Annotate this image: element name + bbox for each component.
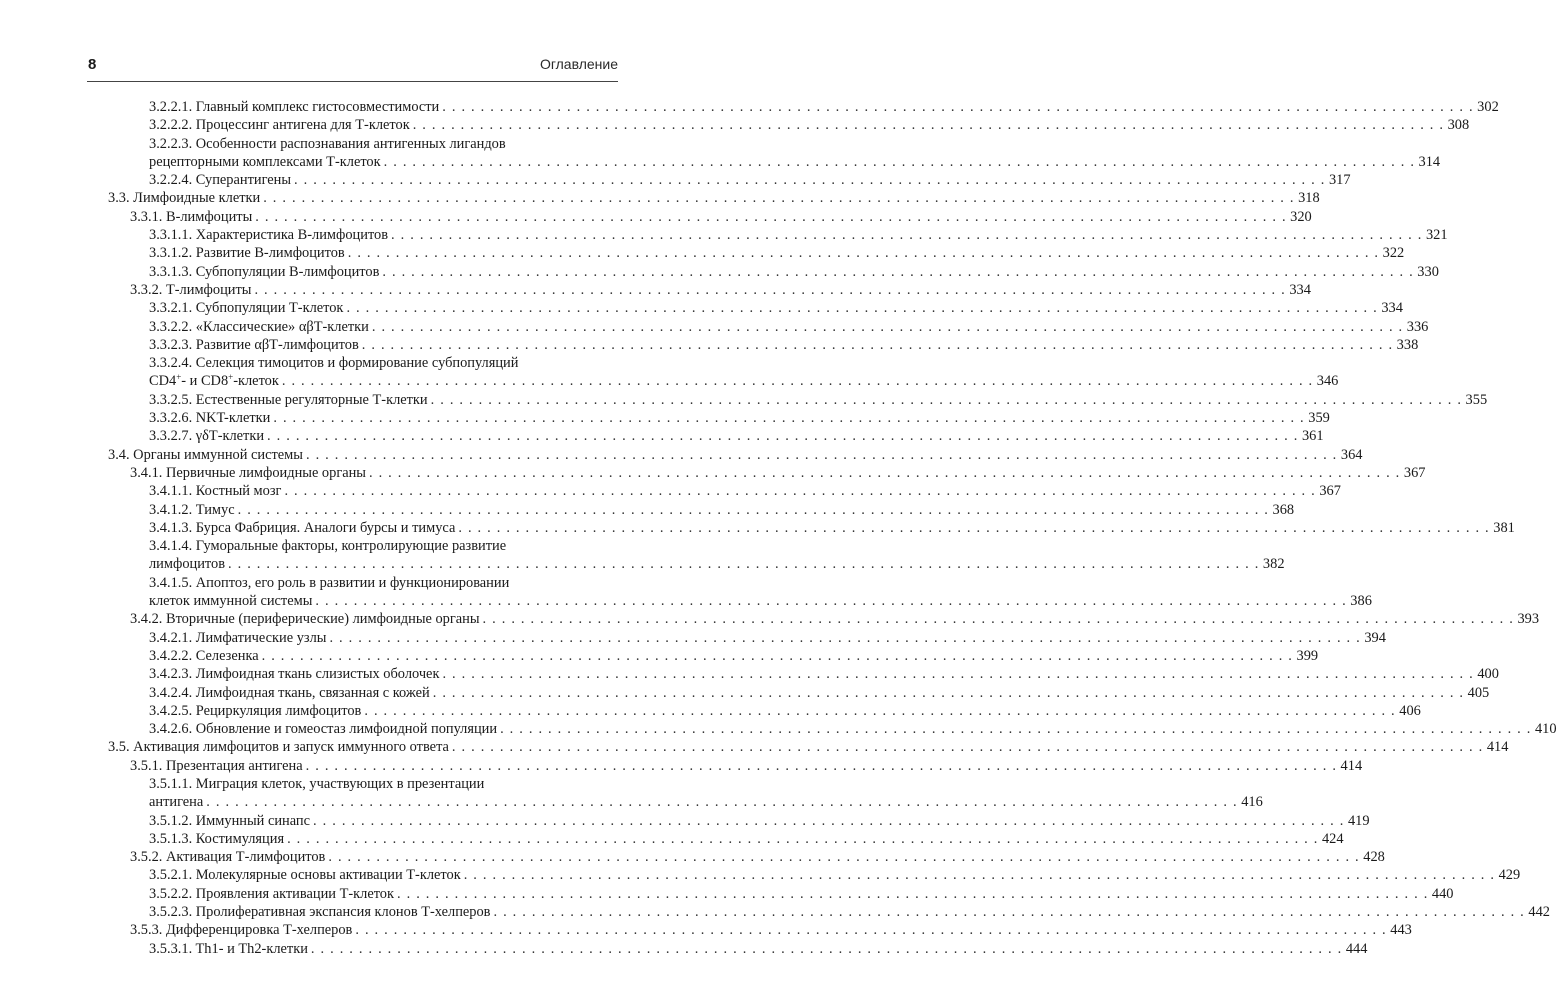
toc-entry: антигена . . . . . . . . . . . . . . . . . . . . . . . . . . . . . . . . . . . . . . . . . . . . . . . . . . . . . . . . . . . . . . . . . . . . . . . . . . . . . . . . . . . . . . . . . . . . . . . . . . . . . . . . . . . . 416 xyxy=(149,794,1263,811)
running-header xyxy=(0,56,687,76)
toc-subsection: 3.3.1. В-лимфоциты . . . . . . . . . . . . . . . . . . . . . . . . . . . . . . . . . . . . . . . . . . . . . . . . . . . . . . . . . . . . . . . . . . . . . . . . . . . . . . . . . . . . . . . . . . . . . . . . . . . . . . . . . . . . 320 xyxy=(130,208,1312,225)
header-rule xyxy=(87,81,618,82)
toc-entry: 3.3.2.1. Субпопуляции Т-клеток . . . . . . . . . . . . . . . . . . . . . . . . . . . . . . . . . . . . . . . . . . . . . . . . . . . . . . . . . . . . . . . . . . . . . . . . . . . . . . . . . . . . . . . . . . . . . . . . . . . . . . . . . . . . 334 xyxy=(149,300,1403,317)
toc-entry: 3.4.1.1. Костный мозг . . . . . . . . . . . . . . . . . . . . . . . . . . . . . . . . . . . . . . . . . . . . . . . . . . . . . . . . . . . . . . . . . . . . . . . . . . . . . . . . . . . . . . . . . . . . . . . . . . . . . . . . . . . . 367 xyxy=(149,483,1341,500)
toc-entry: 3.3.1.2. Развитие В-лимфоцитов . . . . . . . . . . . . . . . . . . . . . . . . . . . . . . . . . . . . . . . . . . . . . . . . . . . . . . . . . . . . . . . . . . . . . . . . . . . . . . . . . . . . . . . . . . . . . . . . . . . . . . . . . . . . 322 xyxy=(149,245,1405,262)
toc-entry: 3.2.2.1. Главный комплекс гистосовместимости . . . . . . . . . . . . . . . . . . . . . . . . . . . . . . . . . . . . . . . . . . . . . . . . . . . . . . . . . . . . . . . . . . . . . . . . . . . . . . . . . . . . . . . . . . . . . . . . . . . . . . . . . . . . 302 xyxy=(149,99,1499,115)
toc-entry: 3.5.2.2. Проявления активации Т-клеток . . . . . . . . . . . . . . . . . . . . . . . . . . . . . . . . . . . . . . . . . . . . . . . . . . . . . . . . . . . . . . . . . . . . . . . . . . . . . . . . . . . . . . . . . . . . . . . . . . . . . . . . . . . . 440 xyxy=(149,885,1454,902)
toc-subsection: 3.5.2. Активация Т-лимфоцитов . . . . . . . . . . . . . . . . . . . . . . . . . . . . . . . . . . . . . . . . . . . . . . . . . . . . . . . . . . . . . . . . . . . . . . . . . . . . . . . . . . . . . . . . . . . . . . . . . . . . . . . . . . . . 428 xyxy=(130,849,1385,866)
toc-entry: 3.4.2.6. Обновление и гомеостаз лимфоидной популяции . . . . . . . . . . . . . . . . . . . . . . . . . . . . . . . . . . . . . . . . . . . . . . . . . . . . . . . . . . . . . . . . . . . . . . . . . . . . . . . . . . . . . . . . . . . . . . . . . . . . . . . . . . . . 410 xyxy=(149,721,1557,738)
toc-entry: 3.3.1.1. Характеристика В-лимфоцитов . . . . . . . . . . . . . . . . . . . . . . . . . . . . . . . . . . . . . . . . . . . . . . . . . . . . . . . . . . . . . . . . . . . . . . . . . . . . . . . . . . . . . . . . . . . . . . . . . . . . . . . . . . . . 321 xyxy=(149,227,1448,244)
toc-entry-line: 3.4.1.4. Гуморальные факторы, контролирующие развитие xyxy=(149,538,507,555)
toc-entry: 3.3.2.6. NKT-клетки . . . . . . . . . . . . . . . . . . . . . . . . . . . . . . . . . . . . . . . . . . . . . . . . . . . . . . . . . . . . . . . . . . . . . . . . . . . . . . . . . . . . . . . . . . . . . . . . . . . . . . . . . . . . 359 xyxy=(149,410,1330,427)
toc-entry-line: 3.4.1.5. Апоптоз, его роль в развитии и функционировании xyxy=(149,574,510,591)
toc-entry: CD4+- и CD8+-клеток . . . . . . . . . . . . . . . . . . . . . . . . . . . . . . . . . . . . . . . . . . . . . . . . . . . . . . . . . . . . . . . . . . . . . . . . . . . . . . . . . . . . . . . . . . . . . . . . . . . . . . . . . . . . 346 xyxy=(149,372,1339,390)
toc-entry-line: 3.3.2.4. Селекция тимоцитов и формирование субпопуляций xyxy=(149,355,519,372)
toc-entry: 3.4.2.5. Рециркуляция лимфоцитов . . . . . . . . . . . . . . . . . . . . . . . . . . . . . . . . . . . . . . . . . . . . . . . . . . . . . . . . . . . . . . . . . . . . . . . . . . . . . . . . . . . . . . . . . . . . . . . . . . . . . . . . . . . . 406 xyxy=(149,702,1421,719)
toc-entry-line: 3.5.1.1. Миграция клеток, участвующих в презентации xyxy=(149,775,485,792)
toc-entry: 3.4.1.3. Бурса Фабриция. Аналоги бурсы и тимуса . . . . . . . . . . . . . . . . . . . . . . . . . . . . . . . . . . . . . . . . . . . . . . . . . . . . . . . . . . . . . . . . . . . . . . . . . . . . . . . . . . . . . . . . . . . . . . . . . . . . . . . . . . . . 381 xyxy=(149,519,1515,536)
toc-entry-line: 3.2.2.3. Особенности распознавания антигенных лигандов xyxy=(149,135,506,152)
toc-entry: 3.3.2.2. «Классические» αβТ-клетки . . . . . . . . . . . . . . . . . . . . . . . . . . . . . . . . . . . . . . . . . . . . . . . . . . . . . . . . . . . . . . . . . . . . . . . . . . . . . . . . . . . . . . . . . . . . . . . . . . . . . . . . . . . . 336 xyxy=(149,318,1429,335)
toc-section: 3.4. Органы иммунной системы . . . . . . . . . . . . . . . . . . . . . . . . . . . . . . . . . . . . . . . . . . . . . . . . . . . . . . . . . . . . . . . . . . . . . . . . . . . . . . . . . . . . . . . . . . . . . . . . . . . . . . . . . . . . 364 xyxy=(108,446,1363,463)
toc-entry: рецепторными комплексами Т-клеток . . . . . . . . . . . . . . . . . . . . . . . . . . . . . . . . . . . . . . . . . . . . . . . . . . . . . . . . . . . . . . . . . . . . . . . . . . . . . . . . . . . . . . . . . . . . . . . . . . . . . . . . . . . . 314 xyxy=(149,153,1441,170)
toc-entry: лимфоцитов . . . . . . . . . . . . . . . . . . . . . . . . . . . . . . . . . . . . . . . . . . . . . . . . . . . . . . . . . . . . . . . . . . . . . . . . . . . . . . . . . . . . . . . . . . . . . . . . . . . . . . . . . . . . 382 xyxy=(149,556,1285,573)
toc-entry: 3.4.2.4. Лимфоидная ткань, связанная с кожей . . . . . . . . . . . . . . . . . . . . . . . . . . . . . . . . . . . . . . . . . . . . . . . . . . . . . . . . . . . . . . . . . . . . . . . . . . . . . . . . . . . . . . . . . . . . . . . . . . . . . . . . . . . . 405 xyxy=(149,684,1490,701)
toc-entry: 3.3.1.3. Субпопуляции В-лимфоцитов . . . . . . . . . . . . . . . . . . . . . . . . . . . . . . . . . . . . . . . . . . . . . . . . . . . . . . . . . . . . . . . . . . . . . . . . . . . . . . . . . . . . . . . . . . . . . . . . . . . . . . . . . . . . 330 xyxy=(149,263,1439,280)
toc-entry: клеток иммунной системы . . . . . . . . . . . . . . . . . . . . . . . . . . . . . . . . . . . . . . . . . . . . . . . . . . . . . . . . . . . . . . . . . . . . . . . . . . . . . . . . . . . . . . . . . . . . . . . . . . . . . . . . . . . . 386 xyxy=(149,593,1372,610)
toc-entry: 3.4.2.3. Лимфоидная ткань слизистых оболочек . . . . . . . . . . . . . . . . . . . . . . . . . . . . . . . . . . . . . . . . . . . . . . . . . . . . . . . . . . . . . . . . . . . . . . . . . . . . . . . . . . . . . . . . . . . . . . . . . . . . . . . . . . . . 400 xyxy=(149,666,1499,683)
toc-subsection: 3.4.1. Первичные лимфоидные органы . . . . . . . . . . . . . . . . . . . . . . . . . . . . . . . . . . . . . . . . . . . . . . . . . . . . . . . . . . . . . . . . . . . . . . . . . . . . . . . . . . . . . . . . . . . . . . . . . . . . . . . . . . . . 367 xyxy=(130,464,1426,481)
toc-entry: 3.4.2.2. Селезенка . . . . . . . . . . . . . . . . . . . . . . . . . . . . . . . . . . . . . . . . . . . . . . . . . . . . . . . . . . . . . . . . . . . . . . . . . . . . . . . . . . . . . . . . . . . . . . . . . . . . . . . . . . . . 399 xyxy=(149,647,1319,664)
table-of-contents xyxy=(0,98,1557,958)
toc-entry: 3.3.2.7. γδТ-клетки . . . . . . . . . . . . . . . . . . . . . . . . . . . . . . . . . . . . . . . . . . . . . . . . . . . . . . . . . . . . . . . . . . . . . . . . . . . . . . . . . . . . . . . . . . . . . . . . . . . . . . . . . . . . 361 xyxy=(149,428,1324,445)
toc-entry: 3.5.2.3. Пролиферативная экспансия клонов Т-хелперов . . . . . . . . . . . . . . . . . . . . . . . . . . . . . . . . . . . . . . . . . . . . . . . . . . . . . . . . . . . . . . . . . . . . . . . . . . . . . . . . . . . . . . . . . . . . . . . . . . . . . . . . . . . . 442 xyxy=(149,904,1550,921)
toc-section: 3.5. Активация лимфоцитов и запуск иммунного ответа . . . . . . . . . . . . . . . . . . . . . . . . . . . . . . . . . . . . . . . . . . . . . . . . . . . . . . . . . . . . . . . . . . . . . . . . . . . . . . . . . . . . . . . . . . . . . . . . . . . . . . . . . . . . 414 xyxy=(108,739,1509,756)
toc-subsection: 3.5.1. Презентация антигена . . . . . . . . . . . . . . . . . . . . . . . . . . . . . . . . . . . . . . . . . . . . . . . . . . . . . . . . . . . . . . . . . . . . . . . . . . . . . . . . . . . . . . . . . . . . . . . . . . . . . . . . . . . . 414 xyxy=(130,757,1363,774)
toc-subsection: 3.5.3. Дифференцировка Т-хелперов . . . . . . . . . . . . . . . . . . . . . . . . . . . . . . . . . . . . . . . . . . . . . . . . . . . . . . . . . . . . . . . . . . . . . . . . . . . . . . . . . . . . . . . . . . . . . . . . . . . . . . . . . . . . 443 xyxy=(130,922,1412,939)
toc-entry: 3.5.1.2. Иммунный синапс . . . . . . . . . . . . . . . . . . . . . . . . . . . . . . . . . . . . . . . . . . . . . . . . . . . . . . . . . . . . . . . . . . . . . . . . . . . . . . . . . . . . . . . . . . . . . . . . . . . . . . . . . . . . 419 xyxy=(149,812,1370,829)
toc-section: 3.3. Лимфоидные клетки . . . . . . . . . . . . . . . . . . . . . . . . . . . . . . . . . . . . . . . . . . . . . . . . . . . . . . . . . . . . . . . . . . . . . . . . . . . . . . . . . . . . . . . . . . . . . . . . . . . . . . . . . . . . 318 xyxy=(108,190,1320,207)
toc-entry: 3.2.2.2. Процессинг антигена для Т-клеток . . . . . . . . . . . . . . . . . . . . . . . . . . . . . . . . . . . . . . . . . . . . . . . . . . . . . . . . . . . . . . . . . . . . . . . . . . . . . . . . . . . . . . . . . . . . . . . . . . . . . . . . . . . . 308 xyxy=(149,117,1470,134)
toc-subsection: 3.3.2. Т-лимфоциты . . . . . . . . . . . . . . . . . . . . . . . . . . . . . . . . . . . . . . . . . . . . . . . . . . . . . . . . . . . . . . . . . . . . . . . . . . . . . . . . . . . . . . . . . . . . . . . . . . . . . . . . . . . . 334 xyxy=(130,281,1311,298)
toc-entry: 3.5.1.3. Костимуляция . . . . . . . . . . . . . . . . . . . . . . . . . . . . . . . . . . . . . . . . . . . . . . . . . . . . . . . . . . . . . . . . . . . . . . . . . . . . . . . . . . . . . . . . . . . . . . . . . . . . . . . . . . . . 424 xyxy=(149,830,1344,847)
toc-entry: 3.5.3.1. Th1- и Th2-клетки . . . . . . . . . . . . . . . . . . . . . . . . . . . . . . . . . . . . . . . . . . . . . . . . . . . . . . . . . . . . . . . . . . . . . . . . . . . . . . . . . . . . . . . . . . . . . . . . . . . . . . . . . . . . 444 xyxy=(149,940,1368,957)
toc-subsection: 3.4.2. Вторичные (периферические) лимфоидные органы . . . . . . . . . . . . . . . . . . . . . . . . . . . . . . . . . . . . . . . . . . . . . . . . . . . . . . . . . . . . . . . . . . . . . . . . . . . . . . . . . . . . . . . . . . . . . . . . . . . . . . . . . . . . 393 xyxy=(130,611,1540,628)
toc-entry: 3.3.2.5. Естественные регуляторные Т-клетки . . . . . . . . . . . . . . . . . . . . . . . . . . . . . . . . . . . . . . . . . . . . . . . . . . . . . . . . . . . . . . . . . . . . . . . . . . . . . . . . . . . . . . . . . . . . . . . . . . . . . . . . . . . . 355 xyxy=(149,391,1488,408)
toc-entry: 3.3.2.3. Развитие αβТ-лимфоцитов . . . . . . . . . . . . . . . . . . . . . . . . . . . . . . . . . . . . . . . . . . . . . . . . . . . . . . . . . . . . . . . . . . . . . . . . . . . . . . . . . . . . . . . . . . . . . . . . . . . . . . . . . . . . 338 xyxy=(149,336,1419,353)
page-number: 8 xyxy=(88,56,97,73)
toc-entry: 3.4.2.1. Лимфатические узлы . . . . . . . . . . . . . . . . . . . . . . . . . . . . . . . . . . . . . . . . . . . . . . . . . . . . . . . . . . . . . . . . . . . . . . . . . . . . . . . . . . . . . . . . . . . . . . . . . . . . . . . . . . . . 394 xyxy=(149,629,1386,646)
running-title: Оглавление xyxy=(539,56,618,72)
toc-entry: 3.5.2.1. Молекулярные основы активации Т-клеток . . . . . . . . . . . . . . . . . . . . . . . . . . . . . . . . . . . . . . . . . . . . . . . . . . . . . . . . . . . . . . . . . . . . . . . . . . . . . . . . . . . . . . . . . . . . . . . . . . . . . . . . . . . . 429 xyxy=(149,867,1521,884)
toc-entry: 3.2.2.4. Суперантигены . . . . . . . . . . . . . . . . . . . . . . . . . . . . . . . . . . . . . . . . . . . . . . . . . . . . . . . . . . . . . . . . . . . . . . . . . . . . . . . . . . . . . . . . . . . . . . . . . . . . . . . . . . . . 317 xyxy=(149,172,1351,189)
toc-entry: 3.4.1.2. Тимус . . . . . . . . . . . . . . . . . . . . . . . . . . . . . . . . . . . . . . . . . . . . . . . . . . . . . . . . . . . . . . . . . . . . . . . . . . . . . . . . . . . . . . . . . . . . . . . . . . . . . . . . . . . . 368 xyxy=(149,501,1295,518)
